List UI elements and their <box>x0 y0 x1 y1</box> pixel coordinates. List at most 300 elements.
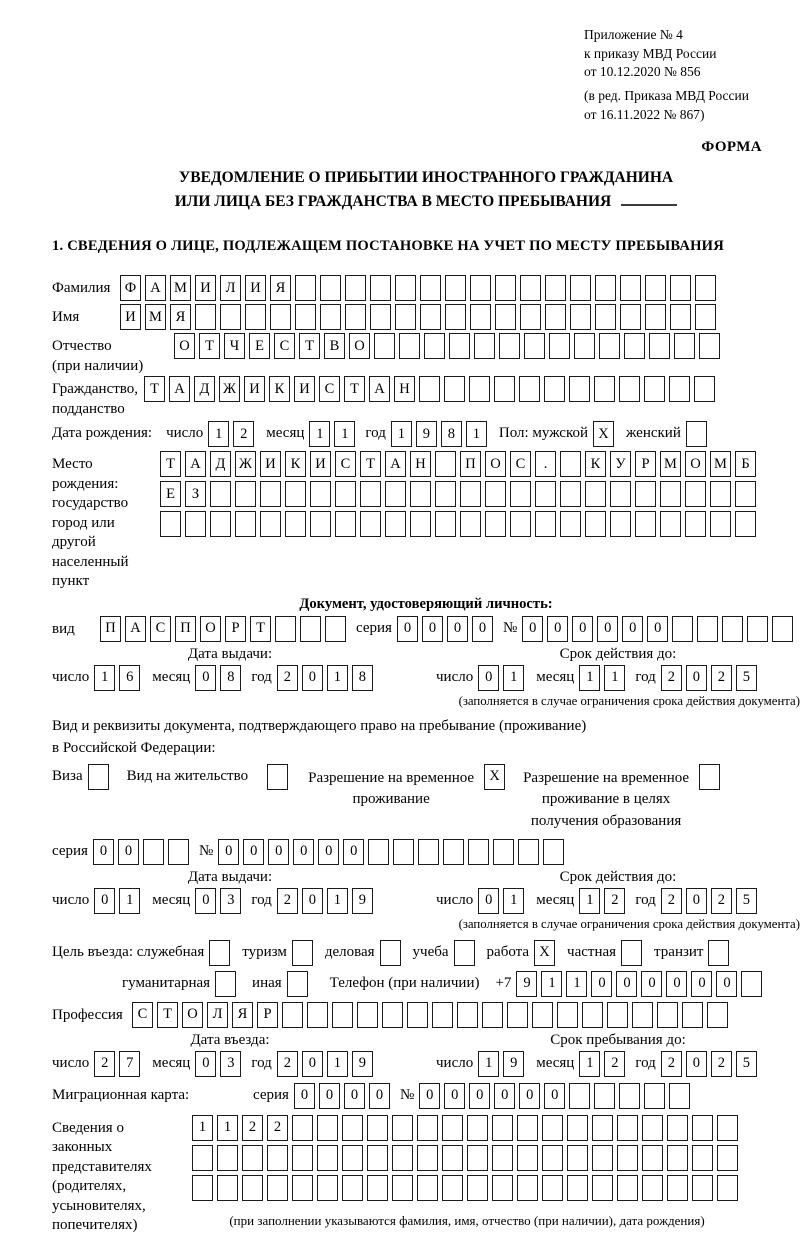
char-box[interactable] <box>242 1145 263 1171</box>
char-box[interactable]: Е <box>160 481 181 507</box>
char-box[interactable] <box>492 1115 513 1141</box>
char-box[interactable] <box>741 971 762 997</box>
char-box[interactable] <box>467 1175 488 1201</box>
char-box[interactable] <box>418 839 439 865</box>
char-box[interactable] <box>510 511 531 537</box>
char-box[interactable] <box>672 616 693 642</box>
char-box[interactable]: Д <box>194 376 215 402</box>
char-box[interactable]: Р <box>635 451 656 477</box>
char-box[interactable] <box>460 481 481 507</box>
char-box[interactable]: И <box>245 275 266 301</box>
char-box[interactable] <box>417 1145 438 1171</box>
char-box[interactable]: 0 <box>686 888 707 914</box>
char-box[interactable] <box>285 481 306 507</box>
char-box[interactable] <box>275 616 296 642</box>
char-box[interactable]: 2 <box>604 1051 625 1077</box>
char-box[interactable] <box>469 376 490 402</box>
char-box[interactable] <box>407 1002 428 1028</box>
char-box[interactable] <box>567 1115 588 1141</box>
char-box[interactable] <box>317 1175 338 1201</box>
char-box[interactable]: И <box>294 376 315 402</box>
char-box[interactable]: 1 <box>466 421 487 447</box>
char-box[interactable] <box>510 481 531 507</box>
char-box[interactable] <box>217 1145 238 1171</box>
char-box[interactable] <box>595 304 616 330</box>
char-box[interactable]: 2 <box>233 421 254 447</box>
char-box[interactable] <box>649 333 670 359</box>
char-box[interactable]: 1 <box>579 888 600 914</box>
char-box[interactable] <box>292 1115 313 1141</box>
char-box[interactable]: 8 <box>220 665 241 691</box>
char-box[interactable] <box>342 1115 363 1141</box>
char-box[interactable]: 0 <box>318 839 339 865</box>
char-box[interactable] <box>710 481 731 507</box>
char-box[interactable] <box>267 764 288 790</box>
char-box[interactable] <box>560 511 581 537</box>
char-box[interactable] <box>574 333 595 359</box>
char-box[interactable] <box>670 275 691 301</box>
char-box[interactable]: С <box>319 376 340 402</box>
char-box[interactable]: 2 <box>661 1051 682 1077</box>
char-box[interactable] <box>517 1115 538 1141</box>
char-box[interactable]: 0 <box>478 665 499 691</box>
char-box[interactable] <box>424 333 445 359</box>
char-box[interactable] <box>607 1002 628 1028</box>
char-box[interactable]: 1 <box>208 421 229 447</box>
char-box[interactable]: 0 <box>195 1051 216 1077</box>
char-box[interactable] <box>215 971 236 997</box>
char-box[interactable] <box>617 1115 638 1141</box>
char-box[interactable] <box>594 376 615 402</box>
char-box[interactable]: Н <box>410 451 431 477</box>
char-box[interactable] <box>392 1115 413 1141</box>
char-box[interactable] <box>692 1145 713 1171</box>
char-box[interactable] <box>585 511 606 537</box>
char-box[interactable] <box>717 1175 738 1201</box>
char-box[interactable]: 0 <box>293 839 314 865</box>
char-box[interactable] <box>692 1175 713 1201</box>
char-box[interactable] <box>542 1115 563 1141</box>
char-box[interactable] <box>260 511 281 537</box>
char-box[interactable] <box>285 511 306 537</box>
char-box[interactable]: 1 <box>334 421 355 447</box>
char-box[interactable] <box>295 304 316 330</box>
char-box[interactable] <box>307 1002 328 1028</box>
char-box[interactable] <box>393 839 414 865</box>
char-box[interactable]: С <box>335 451 356 477</box>
char-box[interactable] <box>518 839 539 865</box>
char-box[interactable] <box>617 1175 638 1201</box>
char-box[interactable]: 0 <box>343 839 364 865</box>
char-box[interactable] <box>335 511 356 537</box>
char-box[interactable] <box>717 1145 738 1171</box>
char-box[interactable]: 8 <box>352 665 373 691</box>
char-box[interactable]: X <box>593 421 614 447</box>
char-box[interactable] <box>544 376 565 402</box>
char-box[interactable] <box>632 1002 653 1028</box>
char-box[interactable] <box>367 1115 388 1141</box>
char-box[interactable]: 2 <box>277 1051 298 1077</box>
char-box[interactable]: И <box>120 304 141 330</box>
char-box[interactable]: 0 <box>422 616 443 642</box>
char-box[interactable]: 0 <box>118 839 139 865</box>
char-box[interactable]: Т <box>360 451 381 477</box>
char-box[interactable]: 0 <box>519 1083 540 1109</box>
char-box[interactable] <box>517 1145 538 1171</box>
char-box[interactable] <box>599 333 620 359</box>
char-box[interactable]: 0 <box>447 616 468 642</box>
char-box[interactable]: 1 <box>566 971 587 997</box>
char-box[interactable]: Л <box>220 275 241 301</box>
char-box[interactable]: 1 <box>604 665 625 691</box>
char-box[interactable] <box>332 1002 353 1028</box>
char-box[interactable]: 0 <box>641 971 662 997</box>
char-box[interactable] <box>667 1175 688 1201</box>
char-box[interactable]: 3 <box>220 888 241 914</box>
char-box[interactable] <box>185 511 206 537</box>
char-box[interactable]: 2 <box>277 888 298 914</box>
char-box[interactable]: О <box>485 451 506 477</box>
char-box[interactable]: 0 <box>544 1083 565 1109</box>
char-box[interactable]: Е <box>249 333 270 359</box>
char-box[interactable] <box>267 1175 288 1201</box>
char-box[interactable]: 9 <box>352 888 373 914</box>
char-box[interactable]: 7 <box>119 1051 140 1077</box>
char-box[interactable]: 1 <box>119 888 140 914</box>
char-box[interactable] <box>88 764 109 790</box>
char-box[interactable]: 9 <box>352 1051 373 1077</box>
char-box[interactable]: Т <box>250 616 271 642</box>
char-box[interactable] <box>195 304 216 330</box>
char-box[interactable] <box>560 481 581 507</box>
char-box[interactable] <box>610 511 631 537</box>
char-box[interactable]: 1 <box>217 1115 238 1141</box>
char-box[interactable]: . <box>535 451 556 477</box>
char-box[interactable] <box>210 511 231 537</box>
char-box[interactable]: Л <box>207 1002 228 1028</box>
char-box[interactable]: 2 <box>661 665 682 691</box>
char-box[interactable]: М <box>660 451 681 477</box>
char-box[interactable]: 6 <box>119 665 140 691</box>
char-box[interactable]: 0 <box>622 616 643 642</box>
char-box[interactable] <box>367 1145 388 1171</box>
char-box[interactable]: 1 <box>478 1051 499 1077</box>
char-box[interactable]: Т <box>157 1002 178 1028</box>
char-box[interactable] <box>582 1002 603 1028</box>
char-box[interactable] <box>645 275 666 301</box>
char-box[interactable] <box>699 764 720 790</box>
char-box[interactable] <box>695 304 716 330</box>
char-box[interactable] <box>419 376 440 402</box>
char-box[interactable] <box>557 1002 578 1028</box>
char-box[interactable] <box>367 1175 388 1201</box>
char-box[interactable]: 0 <box>302 1051 323 1077</box>
char-box[interactable]: 1 <box>309 421 330 447</box>
char-box[interactable]: М <box>170 275 191 301</box>
char-box[interactable]: 0 <box>195 665 216 691</box>
char-box[interactable]: 0 <box>597 616 618 642</box>
char-box[interactable] <box>485 511 506 537</box>
char-box[interactable]: Ф <box>120 275 141 301</box>
char-box[interactable] <box>342 1175 363 1201</box>
char-box[interactable] <box>570 275 591 301</box>
char-box[interactable] <box>560 451 581 477</box>
char-box[interactable]: С <box>510 451 531 477</box>
char-box[interactable]: 1 <box>94 665 115 691</box>
char-box[interactable]: 2 <box>94 1051 115 1077</box>
char-box[interactable] <box>454 940 475 966</box>
char-box[interactable]: У <box>610 451 631 477</box>
char-box[interactable]: 5 <box>736 888 757 914</box>
char-box[interactable] <box>449 333 470 359</box>
char-box[interactable] <box>642 1115 663 1141</box>
char-box[interactable]: 0 <box>469 1083 490 1109</box>
char-box[interactable] <box>708 940 729 966</box>
char-box[interactable] <box>620 275 641 301</box>
char-box[interactable] <box>493 839 514 865</box>
char-box[interactable]: 1 <box>503 888 524 914</box>
char-box[interactable]: 0 <box>243 839 264 865</box>
char-box[interactable] <box>707 1002 728 1028</box>
char-box[interactable] <box>235 481 256 507</box>
char-box[interactable] <box>619 376 640 402</box>
char-box[interactable] <box>168 839 189 865</box>
char-box[interactable]: Ч <box>224 333 245 359</box>
char-box[interactable]: И <box>195 275 216 301</box>
char-box[interactable]: 2 <box>604 888 625 914</box>
char-box[interactable]: Д <box>210 451 231 477</box>
char-box[interactable] <box>682 1002 703 1028</box>
char-box[interactable] <box>567 1175 588 1201</box>
char-box[interactable]: 0 <box>572 616 593 642</box>
char-box[interactable]: С <box>150 616 171 642</box>
char-box[interactable] <box>220 304 241 330</box>
char-box[interactable] <box>660 481 681 507</box>
char-box[interactable]: К <box>285 451 306 477</box>
char-box[interactable] <box>685 511 706 537</box>
char-box[interactable] <box>360 481 381 507</box>
char-box[interactable] <box>295 275 316 301</box>
char-box[interactable] <box>282 1002 303 1028</box>
char-box[interactable]: 0 <box>444 1083 465 1109</box>
char-box[interactable] <box>317 1115 338 1141</box>
char-box[interactable]: 1 <box>503 665 524 691</box>
char-box[interactable] <box>325 616 346 642</box>
char-box[interactable]: 0 <box>691 971 712 997</box>
char-box[interactable] <box>392 1145 413 1171</box>
char-box[interactable] <box>645 304 666 330</box>
char-box[interactable]: 3 <box>220 1051 241 1077</box>
char-box[interactable]: 2 <box>711 665 732 691</box>
char-box[interactable] <box>635 511 656 537</box>
char-box[interactable] <box>217 1175 238 1201</box>
char-box[interactable] <box>317 1145 338 1171</box>
char-box[interactable] <box>642 1145 663 1171</box>
char-box[interactable] <box>432 1002 453 1028</box>
char-box[interactable] <box>482 1002 503 1028</box>
char-box[interactable]: О <box>685 451 706 477</box>
char-box[interactable]: Р <box>257 1002 278 1028</box>
char-box[interactable] <box>310 481 331 507</box>
char-box[interactable] <box>368 839 389 865</box>
char-box[interactable] <box>642 1175 663 1201</box>
char-box[interactable] <box>624 333 645 359</box>
char-box[interactable]: 0 <box>472 616 493 642</box>
char-box[interactable] <box>310 511 331 537</box>
char-box[interactable] <box>470 304 491 330</box>
char-box[interactable] <box>621 940 642 966</box>
char-box[interactable] <box>445 304 466 330</box>
char-box[interactable]: 2 <box>711 888 732 914</box>
char-box[interactable] <box>474 333 495 359</box>
char-box[interactable] <box>697 616 718 642</box>
char-box[interactable]: А <box>145 275 166 301</box>
char-box[interactable] <box>747 616 768 642</box>
char-box[interactable]: 0 <box>547 616 568 642</box>
char-box[interactable] <box>657 1002 678 1028</box>
char-box[interactable] <box>442 1145 463 1171</box>
char-box[interactable] <box>667 1115 688 1141</box>
char-box[interactable]: О <box>349 333 370 359</box>
char-box[interactable] <box>549 333 570 359</box>
char-box[interactable]: 0 <box>591 971 612 997</box>
char-box[interactable]: Я <box>270 275 291 301</box>
char-box[interactable]: 0 <box>686 665 707 691</box>
char-box[interactable]: К <box>269 376 290 402</box>
char-box[interactable]: Т <box>299 333 320 359</box>
char-box[interactable] <box>143 839 164 865</box>
char-box[interactable] <box>435 511 456 537</box>
char-box[interactable] <box>517 1175 538 1201</box>
char-box[interactable] <box>570 304 591 330</box>
char-box[interactable]: 1 <box>541 971 562 997</box>
char-box[interactable]: И <box>260 451 281 477</box>
char-box[interactable] <box>492 1145 513 1171</box>
char-box[interactable] <box>342 1145 363 1171</box>
char-box[interactable]: А <box>385 451 406 477</box>
char-box[interactable]: И <box>244 376 265 402</box>
char-box[interactable] <box>674 333 695 359</box>
char-box[interactable] <box>507 1002 528 1028</box>
char-box[interactable]: О <box>182 1002 203 1028</box>
char-box[interactable] <box>245 304 266 330</box>
char-box[interactable]: О <box>174 333 195 359</box>
char-box[interactable] <box>242 1175 263 1201</box>
char-box[interactable]: 2 <box>711 1051 732 1077</box>
char-box[interactable] <box>694 376 715 402</box>
char-box[interactable] <box>492 1175 513 1201</box>
char-box[interactable]: 0 <box>218 839 239 865</box>
char-box[interactable] <box>210 481 231 507</box>
char-box[interactable] <box>635 481 656 507</box>
char-box[interactable] <box>495 304 516 330</box>
char-box[interactable]: 8 <box>441 421 462 447</box>
char-box[interactable] <box>524 333 545 359</box>
char-box[interactable] <box>685 481 706 507</box>
char-box[interactable] <box>410 511 431 537</box>
char-box[interactable]: А <box>125 616 146 642</box>
char-box[interactable]: 9 <box>516 971 537 997</box>
char-box[interactable] <box>494 376 515 402</box>
char-box[interactable] <box>385 511 406 537</box>
char-box[interactable] <box>644 376 665 402</box>
char-box[interactable]: 0 <box>716 971 737 997</box>
char-box[interactable]: 0 <box>647 616 668 642</box>
char-box[interactable]: З <box>185 481 206 507</box>
char-box[interactable] <box>235 511 256 537</box>
char-box[interactable] <box>442 1115 463 1141</box>
char-box[interactable] <box>542 1175 563 1201</box>
char-box[interactable]: Я <box>232 1002 253 1028</box>
char-box[interactable] <box>300 616 321 642</box>
char-box[interactable] <box>320 275 341 301</box>
char-box[interactable] <box>710 511 731 537</box>
char-box[interactable]: Т <box>160 451 181 477</box>
char-box[interactable] <box>592 1175 613 1201</box>
char-box[interactable]: 0 <box>268 839 289 865</box>
char-box[interactable] <box>435 451 456 477</box>
char-box[interactable] <box>420 275 441 301</box>
char-box[interactable] <box>392 1175 413 1201</box>
char-box[interactable]: 0 <box>397 616 418 642</box>
char-box[interactable]: Н <box>394 376 415 402</box>
char-box[interactable] <box>395 304 416 330</box>
char-box[interactable] <box>519 376 540 402</box>
char-box[interactable] <box>542 1145 563 1171</box>
char-box[interactable]: 0 <box>319 1083 340 1109</box>
char-box[interactable] <box>470 275 491 301</box>
char-box[interactable]: Р <box>225 616 246 642</box>
char-box[interactable] <box>443 839 464 865</box>
char-box[interactable] <box>592 1115 613 1141</box>
char-box[interactable] <box>735 481 756 507</box>
char-box[interactable] <box>692 1115 713 1141</box>
char-box[interactable]: X <box>534 940 555 966</box>
char-box[interactable]: 2 <box>242 1115 263 1141</box>
char-box[interactable] <box>382 1002 403 1028</box>
char-box[interactable] <box>620 304 641 330</box>
char-box[interactable]: Ж <box>219 376 240 402</box>
char-box[interactable]: П <box>100 616 121 642</box>
char-box[interactable]: И <box>310 451 331 477</box>
char-box[interactable] <box>772 616 793 642</box>
char-box[interactable] <box>595 275 616 301</box>
char-box[interactable]: 0 <box>94 888 115 914</box>
char-box[interactable] <box>567 1145 588 1171</box>
char-box[interactable]: 0 <box>522 616 543 642</box>
char-box[interactable]: 0 <box>666 971 687 997</box>
char-box[interactable] <box>267 1145 288 1171</box>
char-box[interactable]: 0 <box>494 1083 515 1109</box>
char-box[interactable]: К <box>585 451 606 477</box>
char-box[interactable] <box>520 304 541 330</box>
char-box[interactable] <box>699 333 720 359</box>
char-box[interactable] <box>644 1083 665 1109</box>
char-box[interactable] <box>345 304 366 330</box>
char-box[interactable] <box>545 304 566 330</box>
char-box[interactable]: X <box>484 764 505 790</box>
char-box[interactable] <box>499 333 520 359</box>
char-box[interactable] <box>320 304 341 330</box>
char-box[interactable] <box>467 1145 488 1171</box>
char-box[interactable] <box>357 1002 378 1028</box>
char-box[interactable] <box>460 511 481 537</box>
char-box[interactable] <box>457 1002 478 1028</box>
char-box[interactable]: П <box>175 616 196 642</box>
char-box[interactable] <box>444 376 465 402</box>
char-box[interactable] <box>520 275 541 301</box>
char-box[interactable] <box>417 1115 438 1141</box>
